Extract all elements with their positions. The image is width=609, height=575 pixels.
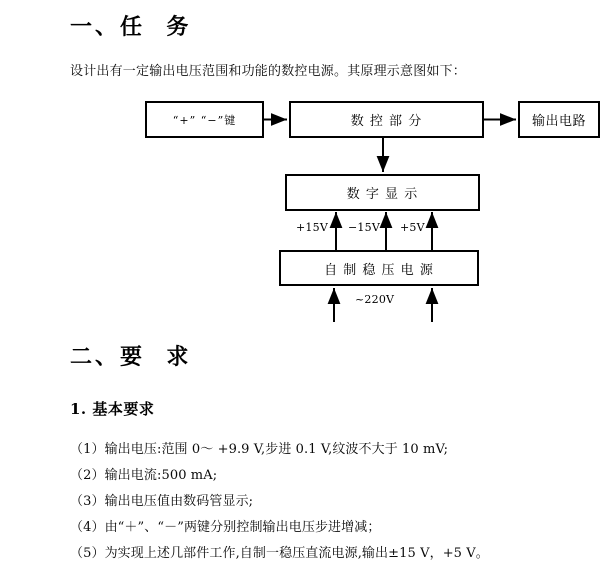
diagram-node-control-section: 数 控 部 分 — [289, 101, 484, 138]
diagram-node-digital-display: 数 字 显 示 — [285, 174, 480, 211]
requirement-item: （4）由“＋”、“－”两键分别控制输出电压步进增减； — [70, 520, 381, 535]
requirement-item: （3）输出电压值由数码管显示; — [70, 494, 254, 509]
diagram-label-plus15v: +15V — [296, 221, 328, 234]
diagram-label-plus5v: +5V — [400, 221, 425, 234]
section-heading-requirements: 二、要 求 — [70, 344, 192, 370]
subsection-heading-basic-requirements: 1. 基本要求 — [70, 400, 155, 418]
diagram-node-keys: “+” “−”键 — [145, 101, 264, 138]
requirement-item: （1）输出电压:范围 0～ +9.9 V,步进 0.1 V,纹波不大于 10 mV; — [70, 442, 449, 457]
diagram-label-mains-220v: ~220V — [355, 293, 395, 306]
requirement-item: （5）为实现上述几部件工作,自制一稳压直流电源,输出±15 V，+5 V。 — [70, 546, 489, 561]
intro-paragraph: 设计出有一定输出电压范围和功能的数控电源。其原理示意图如下： — [70, 64, 467, 79]
diagram-label-minus15v: −15V — [348, 221, 380, 234]
diagram-node-power-supply: 自 制 稳 压 电 源 — [279, 250, 479, 286]
diagram-node-output-circuit: 输出电路 — [518, 101, 600, 138]
section-heading-task: 一、任 务 — [70, 14, 192, 40]
requirement-item: （2）输出电流:500 mA; — [70, 468, 218, 483]
requirements-list — [70, 437, 609, 567]
